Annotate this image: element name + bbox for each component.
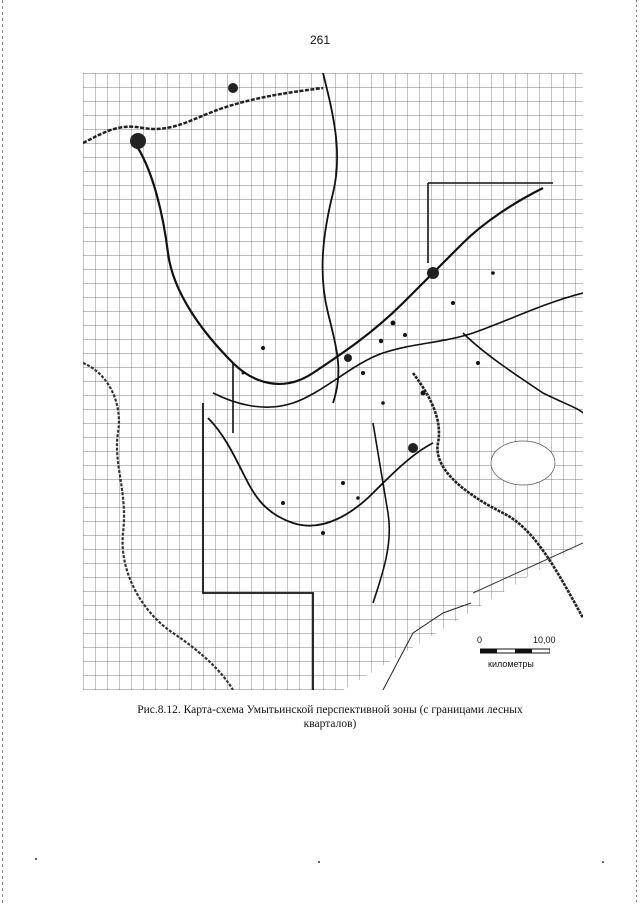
figure-caption (120, 703, 540, 731)
caption-line-2: кварталов) (303, 718, 357, 730)
settlement-north (228, 83, 238, 93)
settlement-center (344, 354, 352, 362)
scale-start-label: 0 (477, 635, 483, 645)
map-drawing (83, 73, 583, 690)
scale-bar-graphic (480, 646, 550, 656)
scan-mark-center (318, 861, 320, 863)
page-edge-right (636, 0, 637, 905)
scan-mark-right (602, 861, 604, 863)
scale-bar (474, 634, 574, 672)
clearing-area (491, 441, 555, 485)
settlement-south (408, 443, 418, 453)
settlement-east (427, 267, 439, 279)
page-number: 261 (309, 33, 331, 47)
scale-units-label: километры (488, 659, 534, 669)
forest-quarter-map (83, 73, 583, 690)
scale-end-label: 10,00 (533, 635, 556, 645)
page-edge-left (2, 0, 3, 905)
scan-mark-left (35, 858, 37, 860)
settlement-northwest (130, 133, 146, 149)
caption-line-1: Рис.8.12. Карта-схема Умытьинской перспективной зоны (с границами лесных (137, 704, 523, 716)
